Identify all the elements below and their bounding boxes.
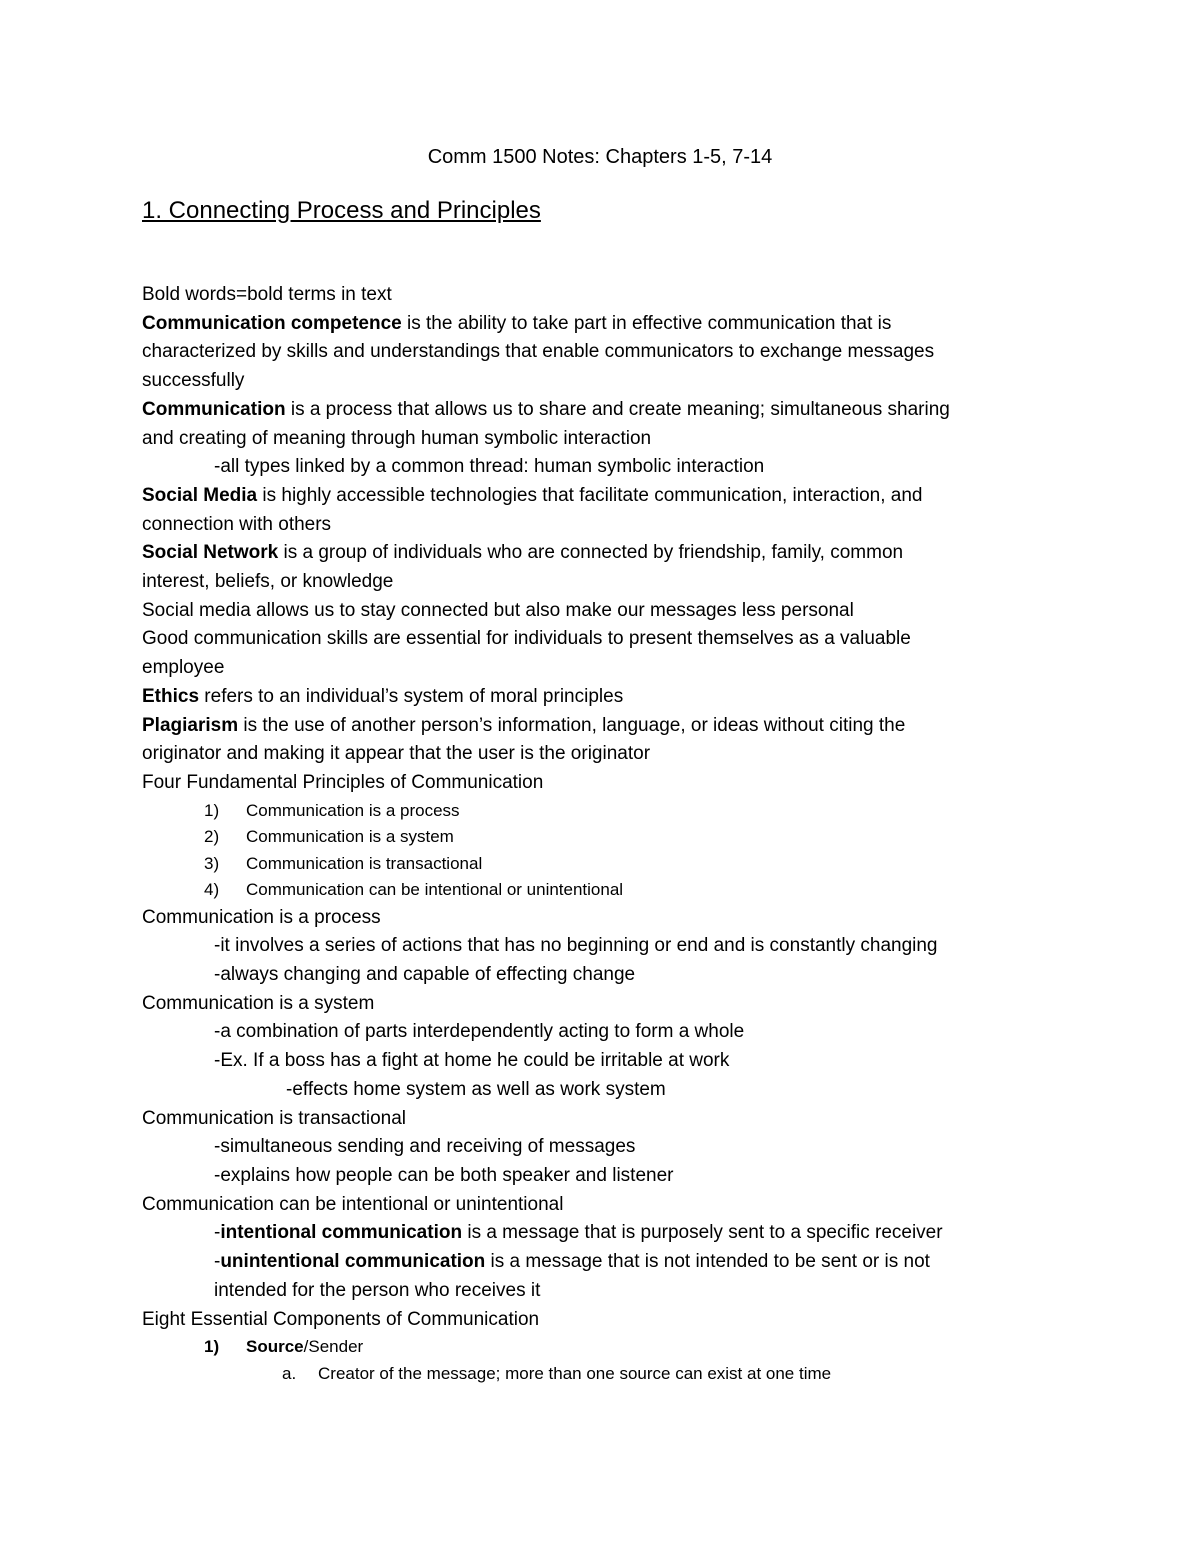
definition-line: successfully: [142, 370, 245, 392]
definition-line: characterized by skills and understandings that enable communicators to exchange messages: [142, 341, 935, 363]
definition-text: is the ability to take part in effective communication that is: [401, 312, 892, 334]
note-line: Good communication skills are essential for individuals to present themselves as a valuable: [142, 628, 911, 650]
definition-text: is a process that allows us to share and create meaning; simultaneous sharing: [285, 398, 950, 420]
definition-line: [142, 539, 1062, 568]
sub-note: -explains how people can be both speaker and listener: [214, 1164, 674, 1186]
bold-term: Plagiarism: [142, 714, 239, 736]
definition-line: [142, 683, 1062, 712]
topic-heading: Communication is transactional: [142, 1107, 407, 1129]
bold-term: unintentional communication: [220, 1251, 486, 1273]
definition-line: originator and making it appear that the user is the originator: [142, 743, 651, 765]
sub-sub-note: -effects home system as well as work system: [286, 1078, 666, 1100]
sub-note: -simultaneous sending and receiving of messages: [214, 1136, 636, 1158]
sub-note: -it involves a series of actions that has no beginning or end and is constantly changing: [214, 935, 938, 957]
list-number: 1): [204, 800, 220, 820]
definition-text: is a message that is not intended to be sent or is not: [485, 1251, 930, 1273]
definition-text: is a group of individuals who are connected by friendship, family, common: [278, 542, 904, 564]
note-line: employee: [142, 657, 225, 679]
note-line: Social media allows us to stay connected but also make our messages less personal: [142, 599, 854, 621]
definition-line: and creating of meaning through human symbolic interaction: [142, 427, 652, 449]
bold-term: Communication competence: [142, 312, 402, 334]
definition-text: is the use of another person’s information, language, or ideas without citing the: [238, 714, 906, 736]
list-number: 2): [204, 827, 220, 847]
topic-heading: Communication is a system: [142, 992, 375, 1014]
list-item-text: Communication is a system: [246, 827, 454, 847]
list-number: 1): [204, 1337, 220, 1357]
sub-note: [142, 1248, 1062, 1277]
bold-term: intentional communication: [220, 1222, 463, 1244]
document-title: Comm 1500 Notes: Chapters 1-5, 7-14: [427, 146, 773, 168]
list-number: 4): [204, 880, 220, 900]
list-item-text: /Sender: [303, 1337, 364, 1357]
definition-line: [142, 712, 1062, 741]
definition-line: connection with others: [142, 513, 332, 535]
list-item: [142, 851, 1062, 878]
topic-heading: Communication is a process: [142, 906, 381, 928]
list-heading: Eight Essential Components of Communication: [142, 1308, 540, 1330]
bold-term: Source: [246, 1337, 304, 1357]
list-item: [142, 824, 1062, 851]
section-heading: 1. Connecting Process and Principles: [142, 197, 541, 224]
list-letter: a.: [282, 1363, 297, 1383]
list-item-text: Communication is transactional: [246, 853, 483, 873]
list-item-text: Creator of the message; more than one source can exist at one time: [318, 1363, 832, 1383]
definition-line: interest, beliefs, or knowledge: [142, 571, 394, 593]
legend-line: Bold words=bold terms in text: [142, 284, 392, 305]
definition-text: is highly accessible technologies that facilitate communication, interaction, and: [257, 484, 923, 506]
list-item: [142, 798, 1062, 825]
bold-term: Social Media: [142, 484, 258, 506]
dash-prefix: -: [214, 1222, 221, 1244]
definition-line: [142, 396, 1062, 425]
bold-term: Communication: [142, 398, 286, 420]
sub-note: -a combination of parts interdependently acting to form a whole: [214, 1021, 745, 1043]
sub-note: -Ex. If a boss has a fight at home he could be irritable at work: [214, 1050, 730, 1072]
sub-list-item: [142, 1361, 1062, 1388]
list-number: 3): [204, 853, 220, 873]
list-item-text: Communication is a process: [246, 800, 460, 820]
list-heading: Four Fundamental Principles of Communication: [142, 771, 544, 793]
topic-heading: Communication can be intentional or unintentional: [142, 1193, 564, 1215]
list-item: [142, 1334, 1062, 1361]
document-body: [142, 281, 1062, 1387]
sub-note: -all types linked by a common thread: human symbolic interaction: [214, 456, 765, 478]
sub-note: [142, 1219, 1062, 1248]
list-item: [142, 877, 1062, 904]
sub-note: intended for the person who receives it: [214, 1279, 541, 1301]
definition-line: [142, 310, 1062, 339]
list-item-text: Communication can be intentional or unintentional: [246, 880, 624, 900]
dash-prefix: -: [214, 1251, 221, 1273]
definition-text: is a message that is purposely sent to a specific receiver: [462, 1222, 943, 1244]
sub-note: -always changing and capable of effecting change: [214, 964, 636, 986]
bold-term: Social Network: [142, 542, 279, 564]
definition-line: [142, 482, 1062, 511]
bold-term: Ethics: [142, 685, 200, 707]
definition-text: refers to an individual’s system of moral principles: [199, 685, 624, 707]
